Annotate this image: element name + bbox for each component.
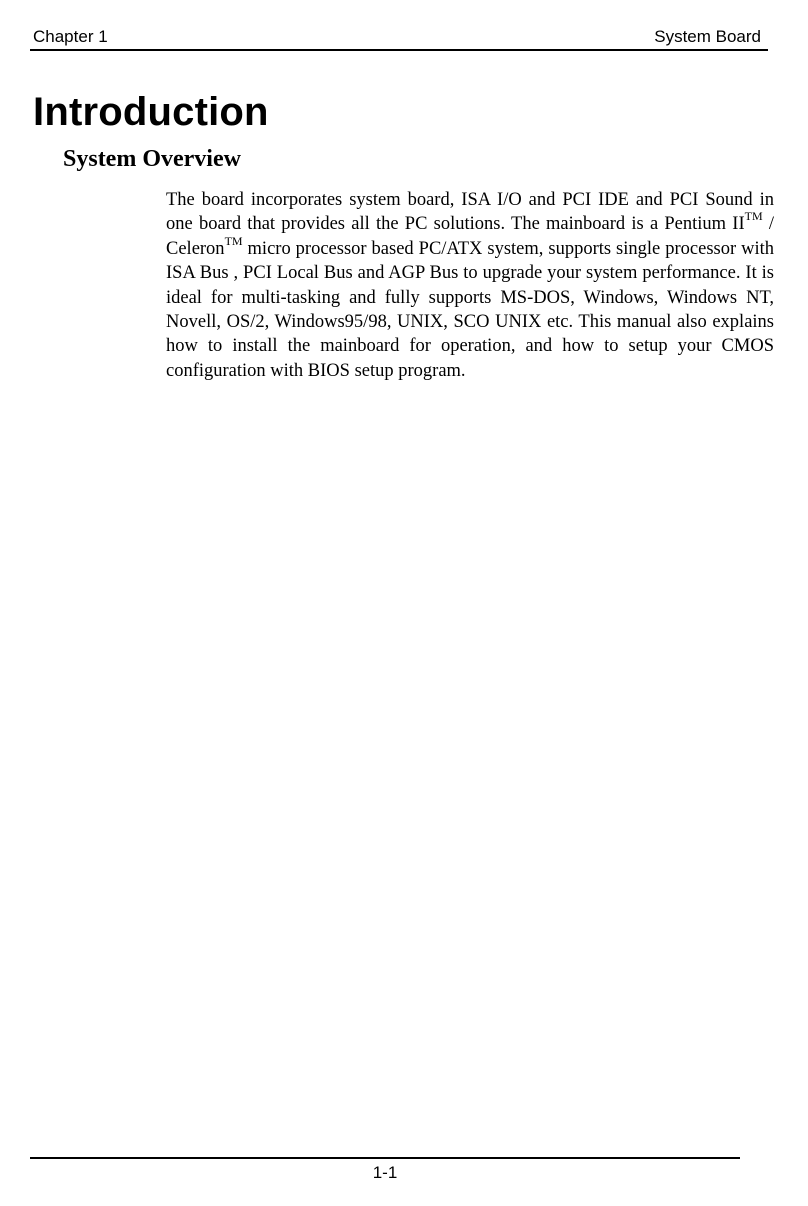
page-heading: Introduction [33,90,269,134]
footer-rule [30,1157,740,1159]
header-rule [30,49,768,51]
trademark-mark: TM [224,233,243,248]
section-title: System Overview [63,146,241,172]
paragraph-text-3: micro processor based PC/ATX system, supports single processor with ISA Bus , PCI Local Bus and AGP Bus to upgrade your system performance. It is ideal for multi-tasking and fully supports MS-DOS, Windows, Windows NT, Novell, OS/2, Windows95/98, UNIX, SCO UNIX etc. This manual also explains how to install the mainboard for operation, and how to setup your CMOS configuration with BIOS setup program. [166,238,774,381]
trademark-mark: TM [744,209,763,224]
body-paragraph [166,188,774,383]
header-title: System Board [654,27,761,46]
paragraph-text-1: The board incorporates system board, ISA I/O and PCI IDE and PCI Sound in one board that provides all the PC solutions. The mainboard is a Pentium II [166,190,774,235]
page-number: 1-1 [372,1163,398,1182]
header-chapter: Chapter 1 [33,27,108,46]
paragraph-text-2: / Celeron [166,214,775,259]
